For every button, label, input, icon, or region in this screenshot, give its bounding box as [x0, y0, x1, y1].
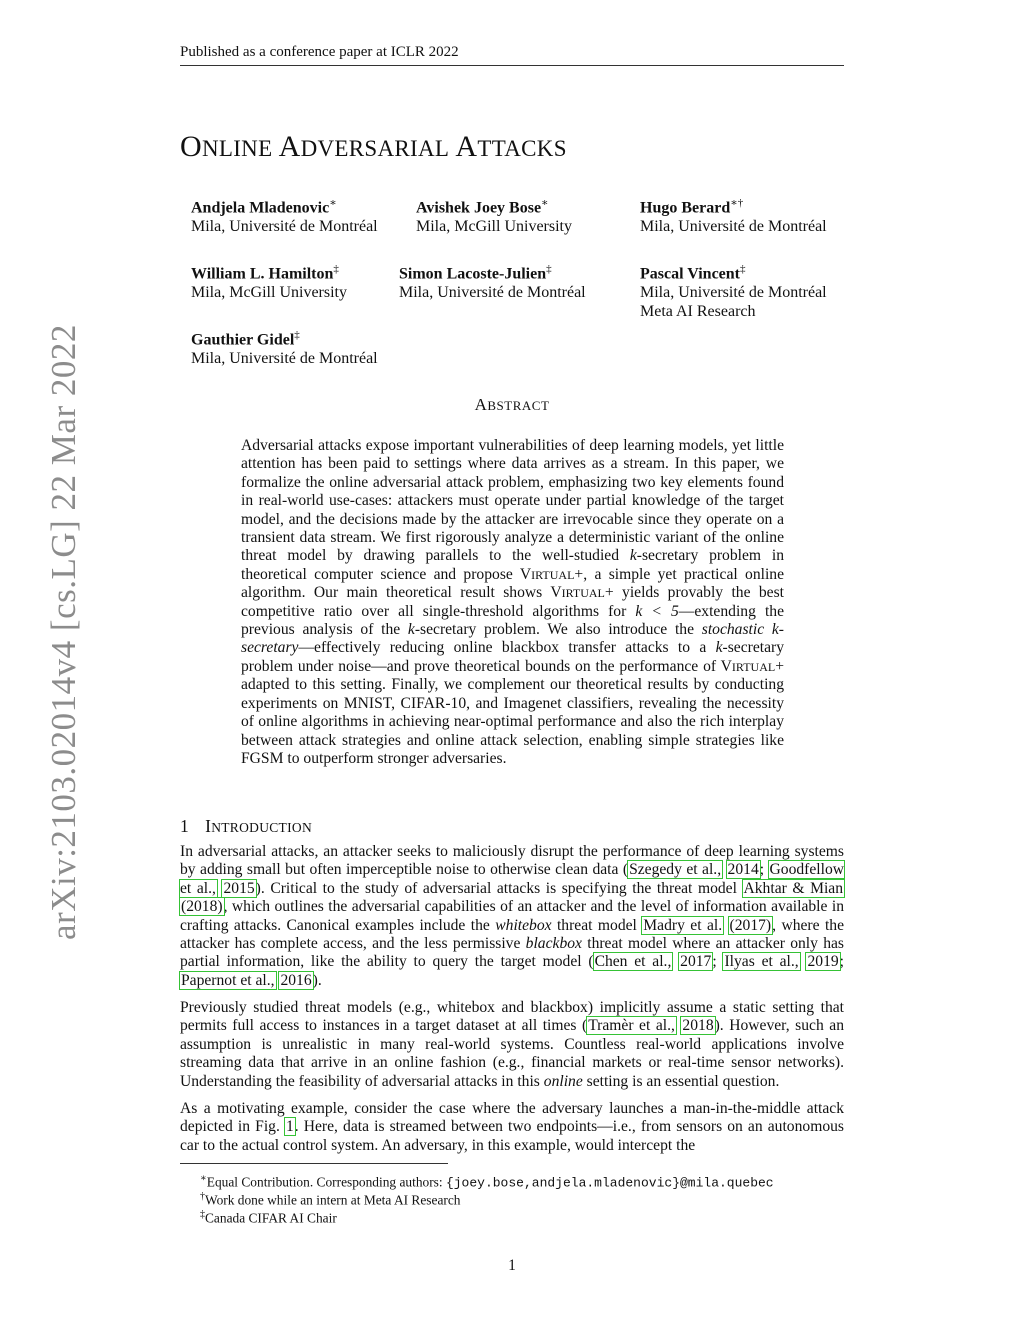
- footnote: †Work done while an intern at Meta AI Research: [200, 1191, 461, 1208]
- header-rule: [180, 65, 844, 66]
- citation-link[interactable]: Szegedy et al.,: [629, 861, 722, 879]
- author-affiliation: Meta AI Research: [640, 303, 756, 321]
- author-name: Hugo Berard: [640, 199, 731, 217]
- author-affiliation: Mila, Université de Montréal: [399, 284, 586, 302]
- author-block: Pascal Vincent‡ Mila, Université de Montréal Meta AI Research: [640, 263, 827, 321]
- intro-paragraph-2: Previously studied threat models (e.g., whitebox and blackbox) implicitly assume a static setting that permits full access to instances in a target dataset at all times (Tramèr et al., 2018). However, such an assumption is unrealistic in many real-world systems. Countless real-world applications involve streaming data that arrive in an online fashion (e.g., financial markets or real-time sensor networks). Understanding the feasibility of adversarial attacks in this online setting is an essential question.: [180, 999, 844, 1090]
- virtual-plus: VIRTUAL+: [550, 584, 614, 602]
- author-name: Gauthier Gidel: [191, 331, 295, 349]
- author-name: Avishek Joey Bose: [416, 199, 542, 217]
- virtual-plus: VIRTUAL+: [519, 565, 584, 583]
- running-header: Published as a conference paper at ICLR 2022: [180, 44, 459, 60]
- citation-link[interactable]: Papernot et al.,: [181, 971, 275, 989]
- author-block: Avishek Joey Bose∗ Mila, McGill University: [416, 197, 572, 236]
- paper-title: ONLINE ADVERSARIAL ATTACKS: [180, 130, 567, 163]
- abstract-heading: ABSTRACT: [474, 395, 550, 414]
- author-name: Simon Lacoste-Julien: [399, 265, 547, 283]
- author-name: William L. Hamilton: [191, 265, 334, 283]
- citation-link[interactable]: Akhtar & Mian: [743, 879, 843, 897]
- author-block: Andjela Mladenovic∗ Mila, Université de Montréal: [191, 197, 378, 236]
- citation-link[interactable]: (2017): [729, 916, 772, 934]
- page-number: 1: [508, 1257, 516, 1274]
- author-block: Hugo Berard∗† Mila, Université de Montréal: [640, 197, 827, 236]
- section-heading-introduction: 1 INTRODUCTION: [180, 816, 312, 836]
- virtual-plus: VIRTUAL+: [720, 657, 784, 675]
- citation-link[interactable]: 2019: [807, 953, 839, 971]
- author-name: Andjela Mladenovic: [191, 199, 330, 217]
- citation-link[interactable]: 2014: [727, 861, 759, 879]
- citation-link[interactable]: Ilyas et al.,: [724, 953, 799, 971]
- email-address: {joey.bose,andjela.mladenovic}@mila.quebec: [445, 1175, 774, 1191]
- citation-link[interactable]: Chen et al.,: [594, 953, 672, 971]
- citation-link[interactable]: 2017: [680, 953, 712, 971]
- citation-link[interactable]: 2016: [280, 971, 312, 989]
- citation-link[interactable]: Madry et al.: [643, 916, 723, 934]
- arxiv-watermark: arXiv:2103.02014v4 [cs.LG] 22 Mar 2022: [44, 324, 83, 940]
- intro-paragraph-1: In adversarial attacks, an attacker seeks to maliciously disrupt the performance of deep learning systems by adding small but often imperceptible noise to otherwise clean data (Szegedy et al., 2014; Goodfellow et al., 2015). Critical to the study of adversarial attacks is specifying the threat model Akhtar & Mian (2018), which outlines the adversarial capabilities of an attacker and the level of information available in crafting attacks. Canonical examples include the whitebox threat model Madry et al. (2017), where the attacker has complete access, and the less permissive blackbox threat model where an attacker only has partial information, like the ability to query the target model (Chen et al., 2017; Ilyas et al., 2019; Papernot et al., 2016).: [180, 843, 845, 989]
- citation-link[interactable]: 2015: [223, 879, 255, 897]
- author-block: Simon Lacoste-Julien‡ Mila, Université de Montréal: [399, 263, 586, 302]
- author-block: William L. Hamilton‡ Mila, McGill University: [191, 263, 347, 302]
- citation-link[interactable]: (2018): [181, 898, 223, 916]
- author-name: Pascal Vincent: [640, 265, 740, 283]
- author-affiliation: Mila, Université de Montréal: [640, 218, 827, 236]
- author-block: Gauthier Gidel‡ Mila, Université de Montréal: [191, 329, 378, 368]
- author-affiliation: Mila, McGill University: [191, 284, 347, 302]
- footnote: ‡Canada CIFAR AI Chair: [200, 1209, 337, 1226]
- author-affiliation: Mila, Université de Montréal: [191, 350, 378, 368]
- footnote: ∗Equal Contribution. Corresponding authors: {joey.bose,andjela.mladenovic}@mila.quebec: [200, 1173, 774, 1191]
- intro-paragraph-3: As a motivating example, consider the case where the adversary launches a man-in-the-middle attack depicted in Fig. 1. Here, data is streamed between two endpoints—i.e., from sensors on an autonomous car to the actual control system. An adversary, in this example, would intercept the: [180, 1100, 844, 1154]
- citation-link[interactable]: 2018: [682, 1017, 714, 1035]
- citation-link[interactable]: Goodfellow et al.,: [180, 861, 845, 897]
- abstract-text: Adversarial attacks expose important vulnerabilities of deep learning models, yet little attention has been paid to settings where data arrives as a stream. In this paper, we formalize the online adversarial attack problem, emphasizing two key elements found in real-world use-cases: attackers must operate under partial knowledge of the target model, and the decisions made by the attacker are irrevocable since they operate on a transient data stream. We first rigorously analyze a deterministic variant of the online threat model by drawing parallels to the well-studied k-secretary problem in theoretical computer science and propose VIRTUAL+, a simple yet practical online algorithm. Our main theoretical result shows VIRTUAL+ yields provably the best competitive ratio over all single-threshold algorithms for k < 5—extending the previous analysis of the k-secretary problem. We also introduce the stochastic k-secretary—effectively reducing online blackbox transfer attacks to a k-secretary problem under noise—and prove theoretical bounds on the performance of VIRTUAL+ adapted to this setting. Finally, we complement our theoretical results by conducting experiments on MNIST, CIFAR-10, and Imagenet classifiers, revealing the necessity of online algorithms in achieving near-optimal performance and also the rich interplay between attack strategies and online attack selection, enabling simple strategies like FGSM to outperform stronger adversaries.: [241, 437, 785, 767]
- figure-link[interactable]: 1: [285, 1118, 294, 1136]
- author-affiliation: Mila, Université de Montréal: [191, 218, 378, 236]
- footnote-rule: [180, 1163, 448, 1164]
- citation-link[interactable]: Tramèr et al.,: [588, 1017, 675, 1035]
- author-affiliation: Mila, Université de Montréal: [640, 284, 827, 302]
- author-affiliation: Mila, McGill University: [416, 218, 572, 236]
